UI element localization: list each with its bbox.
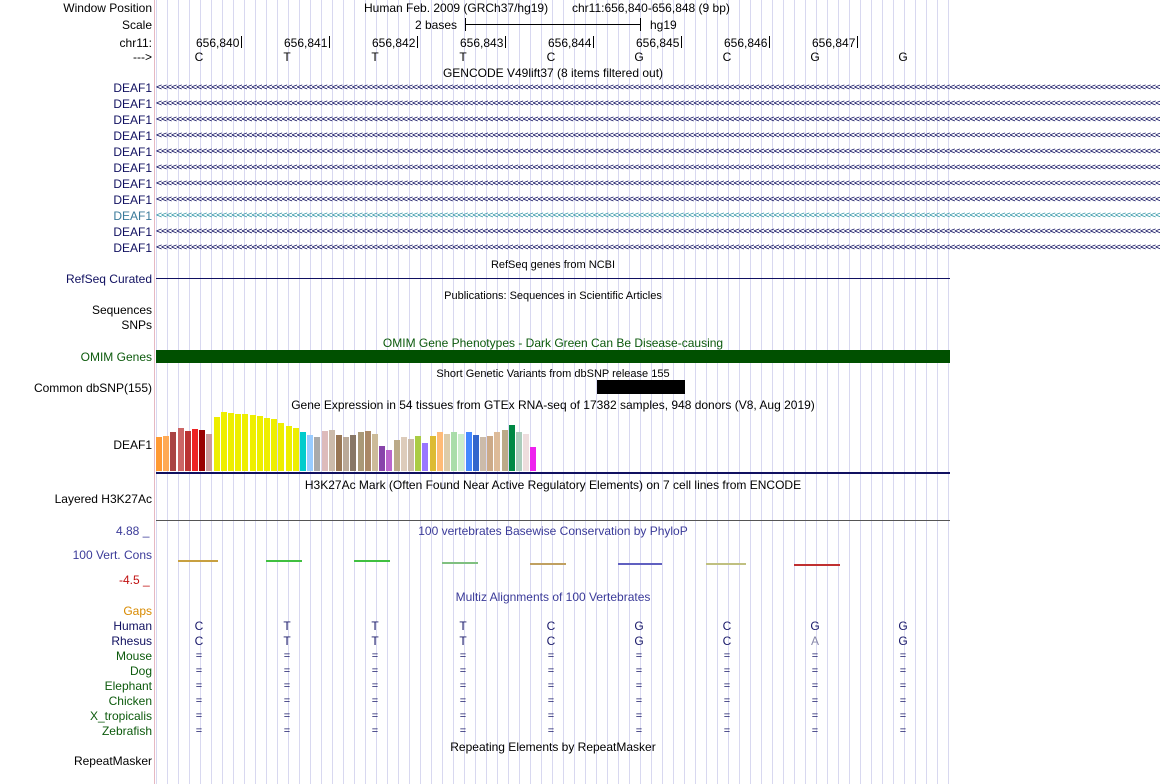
ruler-tick-mark xyxy=(593,36,594,48)
alignment-base: = xyxy=(723,665,731,677)
scale-db: hg19 xyxy=(650,18,677,32)
alignment-base: = xyxy=(635,695,643,707)
base-letter: T xyxy=(283,50,291,64)
gencode-transcript[interactable]: <<<<<<<<<<<<<<<<<<<<<<<<<<<<<<<<<<<<<<<<<<<<<<<<<<<<<<<<<<<<<<<<<<<<<<<<<<<<<<<<<<<<<<<<<<<<<<<<<<<<<<<<<<<<<<<<<<<<<<<<<<<<<<<<<<<<<<<<<<<<<<<<<<<<<<<<<<<<<<<<<<<<<<<<<<<<<<<<<<<<<<<<<<<<<<<<<<<<<<<< xyxy=(156,162,1160,173)
gtex-bar[interactable] xyxy=(458,434,464,471)
gtex-bar[interactable] xyxy=(178,428,184,471)
gtex-bar[interactable] xyxy=(322,431,328,471)
gtex-bar[interactable] xyxy=(444,434,450,471)
phylop-max: 4.88 _ xyxy=(116,524,150,538)
omim-label[interactable]: OMIM Genes xyxy=(80,350,152,364)
gaps-label[interactable]: Gaps xyxy=(123,604,152,618)
ruler-tick-mark xyxy=(417,36,418,48)
alignment-base: C xyxy=(194,619,204,633)
alignment-base: = xyxy=(283,680,291,692)
ruler-tick-mark xyxy=(329,36,330,48)
ruler-tick-label: 656,846 xyxy=(724,36,768,50)
gtex-bar[interactable] xyxy=(437,432,443,471)
refseq-line[interactable] xyxy=(156,278,950,279)
ruler-tick-label: 656,844 xyxy=(548,36,592,50)
gtex-bar[interactable] xyxy=(523,434,529,471)
scale-bar xyxy=(465,24,640,25)
alignment-base: = xyxy=(899,710,907,722)
scale-text: 2 bases xyxy=(415,18,458,32)
position-text[interactable]: chr11:656,840-656,848 (9 bp) xyxy=(572,1,730,15)
alignment-base: G xyxy=(634,634,644,648)
alignment-base: T xyxy=(283,634,291,648)
multiz-title[interactable]: Multiz Alignments of 100 Vertebrates xyxy=(455,590,651,604)
alignment-base: = xyxy=(371,725,379,737)
refseq-title[interactable]: RefSeq genes from NCBI xyxy=(490,259,616,271)
alignment-base: = xyxy=(635,680,643,692)
gtex-bar[interactable] xyxy=(415,436,421,471)
alignment-base: = xyxy=(195,725,203,737)
alignment-base: = xyxy=(283,650,291,662)
gtex-bar[interactable] xyxy=(466,432,472,471)
omim-feature[interactable] xyxy=(156,350,950,363)
gtex-bar[interactable] xyxy=(480,437,486,471)
alignment-base: = xyxy=(547,710,555,722)
phylop-bar[interactable] xyxy=(530,563,566,565)
gtex-bar[interactable] xyxy=(242,414,248,471)
gencode-item-label[interactable]: DEAF1 xyxy=(113,145,152,159)
ruler-tick xyxy=(284,36,330,50)
gtex-bar[interactable] xyxy=(494,432,500,471)
alignment-base: = xyxy=(547,695,555,707)
gtex-bar[interactable] xyxy=(250,415,256,471)
ruler-tick xyxy=(548,36,594,50)
gtex-bar[interactable] xyxy=(394,440,400,471)
repeatmasker-label[interactable]: RepeatMasker xyxy=(73,754,152,768)
alignment-base: = xyxy=(899,665,907,677)
alignment-base: = xyxy=(195,665,203,677)
gencode-transcript[interactable]: <<<<<<<<<<<<<<<<<<<<<<<<<<<<<<<<<<<<<<<<<<<<<<<<<<<<<<<<<<<<<<<<<<<<<<<<<<<<<<<<<<<<<<<<<<<<<<<<<<<<<<<<<<<<<<<<<<<<<<<<<<<<<<<<<<<<<<<<<<<<<<<<<<<<<<<<<<<<<<<<<<<<<<<<<<<<<<<<<<<<<<<<<<<<<<<<<<<<<<<< xyxy=(156,130,1160,141)
alignment-base: = xyxy=(371,680,379,692)
alignment-base: = xyxy=(283,710,291,722)
alignment-base: = xyxy=(283,725,291,737)
ruler-tick xyxy=(636,36,682,50)
gtex-bar[interactable] xyxy=(473,435,479,471)
alignment-base: = xyxy=(723,680,731,692)
alignment-base: = xyxy=(547,680,555,692)
ruler-tick-mark xyxy=(681,36,682,48)
gencode-transcript[interactable]: <<<<<<<<<<<<<<<<<<<<<<<<<<<<<<<<<<<<<<<<<<<<<<<<<<<<<<<<<<<<<<<<<<<<<<<<<<<<<<<<<<<<<<<<<<<<<<<<<<<<<<<<<<<<<<<<<<<<<<<<<<<<<<<<<<<<<<<<<<<<<<<<<<<<<<<<<<<<<<<<<<<<<<<<<<<<<<<<<<<<<<<<<<<<<<<<<<<<<<<< xyxy=(156,226,1160,237)
alignment-base: = xyxy=(459,725,467,737)
alignment-base: T xyxy=(459,619,467,633)
species-label[interactable]: Chicken xyxy=(108,694,152,708)
label-divider xyxy=(154,0,155,784)
gencode-transcript[interactable]: <<<<<<<<<<<<<<<<<<<<<<<<<<<<<<<<<<<<<<<<<<<<<<<<<<<<<<<<<<<<<<<<<<<<<<<<<<<<<<<<<<<<<<<<<<<<<<<<<<<<<<<<<<<<<<<<<<<<<<<<<<<<<<<<<<<<<<<<<<<<<<<<<<<<<<<<<<<<<<<<<<<<<<<<<<<<<<<<<<<<<<<<<<<<<<<<<<<<<<<< xyxy=(156,210,1160,221)
scale-bar-right xyxy=(640,18,641,31)
alignment-base: = xyxy=(459,650,467,662)
h3k27ac-title[interactable]: H3K27Ac Mark (Often Found Near Active Regulatory Elements) on 7 cell lines from ENCODE xyxy=(304,478,802,492)
alignment-base: = xyxy=(547,725,555,737)
alignment-base: = xyxy=(811,650,819,662)
phylop-bar[interactable] xyxy=(354,560,390,562)
gtex-bar[interactable] xyxy=(422,443,428,471)
alignment-base: A xyxy=(810,634,819,648)
base-letter: T xyxy=(459,50,467,64)
alignment-base: = xyxy=(459,680,467,692)
species-label[interactable]: Rhesus xyxy=(111,634,152,648)
gencode-item-label[interactable]: DEAF1 xyxy=(113,241,152,255)
gtex-bar[interactable] xyxy=(516,432,522,471)
gtex-bar[interactable] xyxy=(170,432,176,471)
alignment-base: = xyxy=(811,695,819,707)
alignment-base: = xyxy=(811,665,819,677)
alignment-base: C xyxy=(722,619,732,633)
species-label[interactable]: Mouse xyxy=(115,649,152,663)
gencode-transcript[interactable]: <<<<<<<<<<<<<<<<<<<<<<<<<<<<<<<<<<<<<<<<<<<<<<<<<<<<<<<<<<<<<<<<<<<<<<<<<<<<<<<<<<<<<<<<<<<<<<<<<<<<<<<<<<<<<<<<<<<<<<<<<<<<<<<<<<<<<<<<<<<<<<<<<<<<<<<<<<<<<<<<<<<<<<<<<<<<<<<<<<<<<<<<<<<<<<<<<<<<<<<< xyxy=(156,146,1160,157)
alignment-base: = xyxy=(811,725,819,737)
gtex-bar[interactable] xyxy=(329,430,335,471)
alignment-base: C xyxy=(546,619,556,633)
alignment-base: = xyxy=(811,710,819,722)
alignment-base: = xyxy=(547,665,555,677)
base-letter: C xyxy=(722,50,732,64)
gtex-bar[interactable] xyxy=(509,425,515,471)
gtex-bar[interactable] xyxy=(430,436,436,471)
alignment-base: = xyxy=(371,650,379,662)
alignment-base: G xyxy=(898,619,908,633)
alignment-base: = xyxy=(899,650,907,662)
base-letter: G xyxy=(898,50,908,64)
gencode-transcript[interactable]: <<<<<<<<<<<<<<<<<<<<<<<<<<<<<<<<<<<<<<<<<<<<<<<<<<<<<<<<<<<<<<<<<<<<<<<<<<<<<<<<<<<<<<<<<<<<<<<<<<<<<<<<<<<<<<<<<<<<<<<<<<<<<<<<<<<<<<<<<<<<<<<<<<<<<<<<<<<<<<<<<<<<<<<<<<<<<<<<<<<<<<<<<<<<<<<<<<<<<<<< xyxy=(156,82,1160,93)
alignment-base: = xyxy=(723,710,731,722)
gencode-item-label[interactable]: DEAF1 xyxy=(113,97,152,111)
gtex-bar[interactable] xyxy=(502,430,508,471)
gencode-item-label[interactable]: DEAF1 xyxy=(113,177,152,191)
gtex-bar[interactable] xyxy=(401,437,407,471)
gencode-transcript[interactable]: <<<<<<<<<<<<<<<<<<<<<<<<<<<<<<<<<<<<<<<<<<<<<<<<<<<<<<<<<<<<<<<<<<<<<<<<<<<<<<<<<<<<<<<<<<<<<<<<<<<<<<<<<<<<<<<<<<<<<<<<<<<<<<<<<<<<<<<<<<<<<<<<<<<<<<<<<<<<<<<<<<<<<<<<<<<<<<<<<<<<<<<<<<<<<<<<<<<<<<<< xyxy=(156,98,1160,109)
ruler-tick-label: 656,842 xyxy=(372,36,416,50)
base-letter: C xyxy=(194,50,204,64)
alignment-base: = xyxy=(459,710,467,722)
assembly-text: Human Feb. 2009 (GRCh37/hg19) xyxy=(364,1,549,15)
phylop-label[interactable]: 100 Vert. Cons xyxy=(72,548,152,562)
gencode-item-label[interactable]: DEAF1 xyxy=(113,129,152,143)
alignment-base: T xyxy=(371,634,379,648)
alignment-base: = xyxy=(723,695,731,707)
dbsnp-variant[interactable] xyxy=(597,380,685,394)
gtex-bar[interactable] xyxy=(192,429,198,471)
alignment-base: = xyxy=(899,695,907,707)
gtex-bar[interactable] xyxy=(300,432,306,471)
alignment-base: = xyxy=(899,725,907,737)
phylop-bar[interactable] xyxy=(794,564,840,566)
alignment-base: = xyxy=(635,725,643,737)
ruler-tick-label: 656,840 xyxy=(196,36,240,50)
gtex-bar[interactable] xyxy=(206,434,212,471)
gtex-bar[interactable] xyxy=(185,431,191,471)
gtex-bar[interactable] xyxy=(257,416,263,471)
alignment-base: T xyxy=(283,619,291,633)
base-letter: G xyxy=(634,50,644,64)
publications-label-sequences[interactable]: Sequences xyxy=(91,303,152,317)
window-position-label: Window Position xyxy=(63,1,152,15)
gtex-bar[interactable] xyxy=(451,432,457,471)
ruler-tick-mark xyxy=(505,36,506,48)
gtex-bar[interactable] xyxy=(221,412,227,471)
gtex-bar[interactable] xyxy=(214,417,220,471)
gtex-bar[interactable] xyxy=(372,434,378,471)
gtex-bar[interactable] xyxy=(286,426,292,471)
repeatmasker-title[interactable]: Repeating Elements by RepeatMasker xyxy=(450,740,656,754)
alignment-base: = xyxy=(195,650,203,662)
ruler-tick-label: 656,847 xyxy=(812,36,856,50)
ruler-tick xyxy=(724,36,770,50)
species-label[interactable]: Zebrafish xyxy=(101,724,152,738)
alignment-base: T xyxy=(371,619,379,633)
alignment-base: = xyxy=(371,710,379,722)
gencode-title[interactable]: GENCODE V49lift37 (8 items filtered out) xyxy=(442,66,664,80)
ruler-tick xyxy=(460,36,506,50)
gtex-bar[interactable] xyxy=(386,450,392,471)
gtex-bar[interactable] xyxy=(235,414,241,471)
gencode-item-label[interactable]: DEAF1 xyxy=(113,113,152,127)
alignment-base: = xyxy=(899,680,907,692)
publications-title[interactable]: Publications: Sequences in Scientific Articles xyxy=(444,290,662,302)
gencode-transcript[interactable]: <<<<<<<<<<<<<<<<<<<<<<<<<<<<<<<<<<<<<<<<<<<<<<<<<<<<<<<<<<<<<<<<<<<<<<<<<<<<<<<<<<<<<<<<<<<<<<<<<<<<<<<<<<<<<<<<<<<<<<<<<<<<<<<<<<<<<<<<<<<<<<<<<<<<<<<<<<<<<<<<<<<<<<<<<<<<<<<<<<<<<<<<<<<<<<<<<<<<<<<< xyxy=(156,114,1160,125)
gtex-bar[interactable] xyxy=(163,436,169,471)
dbsnp-label[interactable]: Common dbSNP(155) xyxy=(33,381,152,395)
ruler-tick-label: 656,845 xyxy=(636,36,680,50)
gtex-bar[interactable] xyxy=(408,439,414,471)
alignment-base: = xyxy=(371,695,379,707)
publications-label-snps[interactable]: SNPs xyxy=(121,318,152,332)
gtex-bar[interactable] xyxy=(530,447,536,471)
species-label[interactable]: Elephant xyxy=(104,679,152,693)
alignment-base: = xyxy=(635,665,643,677)
ruler-tick-mark xyxy=(857,36,858,48)
gtex-bar[interactable] xyxy=(343,437,349,471)
alignment-base: = xyxy=(459,695,467,707)
alignment-base: G xyxy=(634,619,644,633)
omim-title[interactable]: OMIM Gene Phenotypes - Dark Green Can Be Disease-causing xyxy=(382,336,724,350)
chrom-label: chr11: xyxy=(119,36,152,50)
gtex-bar[interactable] xyxy=(487,436,493,471)
ruler-tick-mark xyxy=(769,36,770,48)
alignment-base: = xyxy=(635,650,643,662)
gtex-bar[interactable] xyxy=(156,437,162,471)
gtex-title[interactable]: Gene Expression in 54 tissues from GTEx RNA-seq of 17382 samples, 948 donors (V8, Aug 2019) xyxy=(291,398,815,412)
species-label[interactable]: Dog xyxy=(129,664,152,678)
base-letter: T xyxy=(371,50,379,64)
h3k27ac-baseline xyxy=(156,520,950,521)
gencode-item-label[interactable]: DEAF1 xyxy=(113,209,152,223)
alignment-base: = xyxy=(371,665,379,677)
alignment-base: = xyxy=(723,725,731,737)
phylop-bar[interactable] xyxy=(266,560,302,562)
gtex-bar[interactable] xyxy=(358,432,364,471)
alignment-base: = xyxy=(283,695,291,707)
ruler-tick-label: 656,841 xyxy=(284,36,328,50)
species-label[interactable]: Human xyxy=(113,619,152,633)
base-letter: C xyxy=(546,50,556,64)
alignment-base: = xyxy=(459,665,467,677)
alignment-base: = xyxy=(635,710,643,722)
gtex-bar[interactable] xyxy=(228,413,234,471)
gtex-bar[interactable] xyxy=(293,428,299,471)
gtex-bar[interactable] xyxy=(271,419,277,471)
h3k27ac-label[interactable]: Layered H3K27Ac xyxy=(54,492,152,506)
gtex-baseline xyxy=(156,472,950,474)
ruler-tick-mark xyxy=(241,36,242,48)
gencode-transcript[interactable]: <<<<<<<<<<<<<<<<<<<<<<<<<<<<<<<<<<<<<<<<<<<<<<<<<<<<<<<<<<<<<<<<<<<<<<<<<<<<<<<<<<<<<<<<<<<<<<<<<<<<<<<<<<<<<<<<<<<<<<<<<<<<<<<<<<<<<<<<<<<<<<<<<<<<<<<<<<<<<<<<<<<<<<<<<<<<<<<<<<<<<<<<<<<<<<<<<<<<<<<< xyxy=(156,242,1160,253)
gencode-item-label[interactable]: DEAF1 xyxy=(113,225,152,239)
dbsnp-title[interactable]: Short Genetic Variants from dbSNP release 155 xyxy=(436,368,670,380)
phylop-min: -4.5 _ xyxy=(119,573,150,587)
gtex-bar[interactable] xyxy=(264,418,270,471)
strand-label[interactable]: ---> xyxy=(133,50,152,64)
gtex-bar[interactable] xyxy=(199,430,205,471)
gencode-transcript[interactable]: <<<<<<<<<<<<<<<<<<<<<<<<<<<<<<<<<<<<<<<<<<<<<<<<<<<<<<<<<<<<<<<<<<<<<<<<<<<<<<<<<<<<<<<<<<<<<<<<<<<<<<<<<<<<<<<<<<<<<<<<<<<<<<<<<<<<<<<<<<<<<<<<<<<<<<<<<<<<<<<<<<<<<<<<<<<<<<<<<<<<<<<<<<<<<<<<<<<<<<<< xyxy=(156,178,1160,189)
phylop-bar[interactable] xyxy=(706,563,746,565)
alignment-base: = xyxy=(283,665,291,677)
species-label[interactable]: X_tropicalis xyxy=(89,709,152,723)
gencode-item-label[interactable]: DEAF1 xyxy=(113,81,152,95)
phylop-bar[interactable] xyxy=(618,563,662,565)
ruler-tick xyxy=(196,36,242,50)
scale-label: Scale xyxy=(121,18,152,32)
alignment-base: C xyxy=(194,634,204,648)
alignment-base: C xyxy=(546,634,556,648)
alignment-base: G xyxy=(810,619,820,633)
gtex-bar[interactable] xyxy=(365,431,371,471)
ruler-tick-label: 656,843 xyxy=(460,36,504,50)
alignment-base: G xyxy=(898,634,908,648)
alignment-base: = xyxy=(723,650,731,662)
ruler-tick xyxy=(812,36,858,50)
phylop-bar[interactable] xyxy=(178,560,218,562)
gtex-bar[interactable] xyxy=(307,435,313,471)
alignment-base: C xyxy=(722,634,732,648)
ruler-tick xyxy=(372,36,418,50)
gtex-bar[interactable] xyxy=(336,435,342,471)
alignment-base: = xyxy=(195,680,203,692)
gtex-label[interactable]: DEAF1 xyxy=(113,438,152,452)
gtex-bar[interactable] xyxy=(350,435,356,471)
alignment-base: = xyxy=(195,710,203,722)
gtex-bar[interactable] xyxy=(379,446,385,471)
gtex-bar[interactable] xyxy=(314,437,320,471)
scale-bar-left xyxy=(465,18,466,31)
phylop-bar[interactable] xyxy=(442,562,478,564)
alignment-base: = xyxy=(811,680,819,692)
refseq-label[interactable]: RefSeq Curated xyxy=(65,272,152,286)
gencode-transcript[interactable]: <<<<<<<<<<<<<<<<<<<<<<<<<<<<<<<<<<<<<<<<<<<<<<<<<<<<<<<<<<<<<<<<<<<<<<<<<<<<<<<<<<<<<<<<<<<<<<<<<<<<<<<<<<<<<<<<<<<<<<<<<<<<<<<<<<<<<<<<<<<<<<<<<<<<<<<<<<<<<<<<<<<<<<<<<<<<<<<<<<<<<<<<<<<<<<<<<<<<<<<< xyxy=(156,194,1160,205)
base-letter: G xyxy=(810,50,820,64)
alignment-base: = xyxy=(547,650,555,662)
phylop-title[interactable]: 100 vertebrates Basewise Conservation by PhyloP xyxy=(418,524,688,538)
gencode-item-label[interactable]: DEAF1 xyxy=(113,193,152,207)
alignment-base: T xyxy=(459,634,467,648)
gtex-bar[interactable] xyxy=(278,423,284,471)
alignment-base: = xyxy=(195,695,203,707)
gencode-item-label[interactable]: DEAF1 xyxy=(113,161,152,175)
